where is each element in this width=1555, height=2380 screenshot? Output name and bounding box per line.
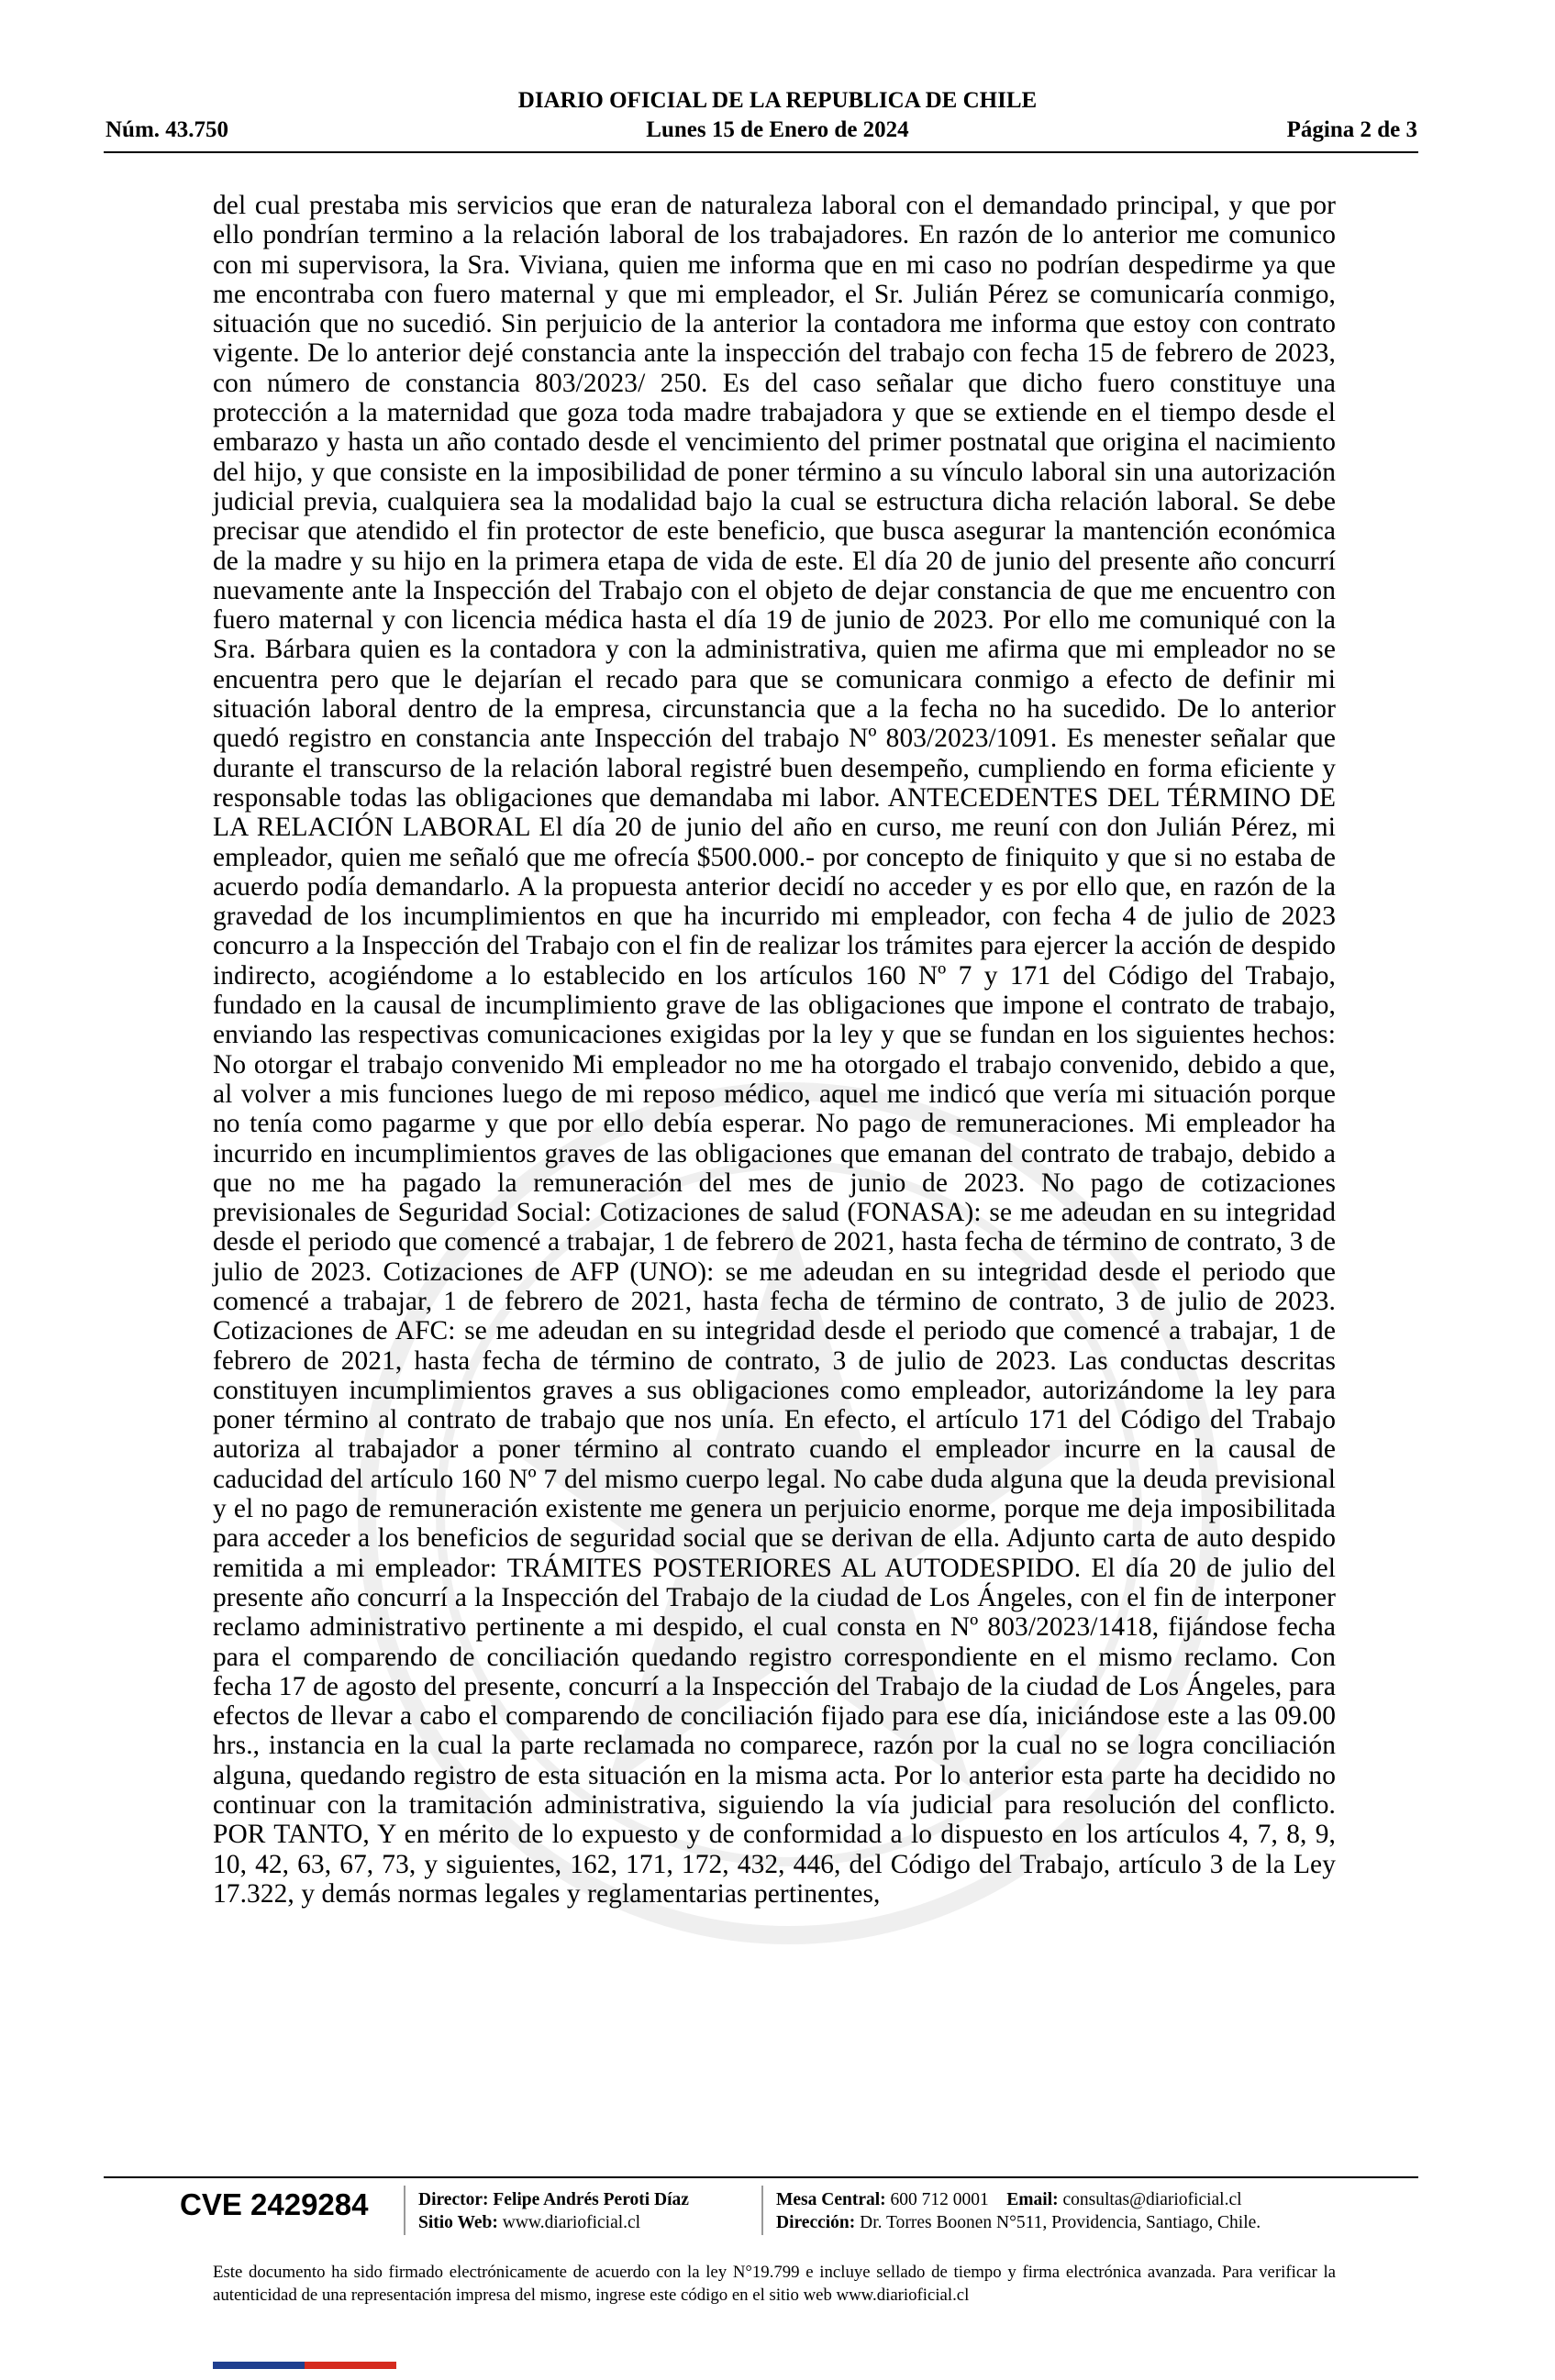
footer-divider bbox=[104, 2176, 1418, 2178]
issue-number: Núm. 43.750 bbox=[106, 117, 229, 142]
flag-red-segment bbox=[305, 2362, 396, 2369]
website-link[interactable]: www.diarioficial.cl bbox=[502, 2213, 641, 2232]
director-name: Felipe Andrés Peroti Díaz bbox=[493, 2190, 689, 2209]
newspaper-title: DIARIO OFICIAL DE LA REPUBLICA DE CHILE bbox=[517, 88, 1038, 113]
header-divider bbox=[104, 151, 1418, 153]
footer-contact-block bbox=[776, 2188, 1261, 2234]
director-label: Director: bbox=[418, 2190, 489, 2209]
issue-date: Lunes 15 de Enero de 2024 bbox=[646, 117, 909, 142]
email-label: Email: bbox=[1006, 2190, 1059, 2209]
email-link[interactable]: consultas@diarioficial.cl bbox=[1062, 2190, 1242, 2209]
website-label: Sitio Web: bbox=[418, 2213, 498, 2232]
footer-separator bbox=[404, 2186, 405, 2235]
footer-director-block bbox=[418, 2188, 689, 2234]
address-label: Dirección: bbox=[776, 2213, 856, 2232]
footer-separator bbox=[761, 2186, 763, 2235]
signature-notice: Este documento ha sido firmado electrónicamente de acuerdo con la ley N°19.799 e incluye sellado de tiempo y firma electrónica avanzada. Para verificar la autenticidad de una representación impresa del mismo, ingrese este código en el sitio web www.diarioficial.cl bbox=[213, 2263, 1336, 2305]
address-value: Dr. Torres Boonen N°511, Providencia, Santiago, Chile. bbox=[860, 2213, 1261, 2232]
phone-label: Mesa Central: bbox=[776, 2190, 886, 2209]
article-body: del cual prestaba mis servicios que eran de naturaleza laboral con el demandado principal, y que por ello pondrían termino a la relación laboral de los trabajadores. En razón de lo anterior me comunico con mi supervisora, la Sra. Viviana, quien me informa que en mi caso no podrían despedirme ya que me encontraba con fuero maternal y que mi empleador, el Sr. Julián Pérez se comunicaría conmigo, situación que no sucedió. Sin perjuicio de la anterior la contadora me informa que estoy con contrato vigente. De lo anterior dejé constancia ante la inspección del trabajo con fecha 15 de febrero de 2023, con número de constancia 803/2023/ 250. Es del caso señalar que dicho fuero constituye una protección a la maternidad que goza toda madre trabajadora y que se extiende en el tiempo desde el embarazo y hasta un año contado desde el vencimiento del primer postnatal que origina el nacimiento del hijo, y que consiste en la imposibilidad de poner término a su vínculo laboral sin una autorización judicial previa, cualquiera sea la modalidad bajo la cual se estructura dicha relación laboral. Se debe precisar que atendido el fin protector de este beneficio, que busca asegurar la mantención económica de la madre y su hijo en la primera etapa de vida de este. El día 20 de junio del presente año concurrí nuevamente ante la Inspección del Trabajo con el objeto de dejar constancia de que me encuentro con fuero maternal y con licencia médica hasta el día 19 de junio de 2023. Por ello me comuniqué con la Sra. Bárbara quien es la contadora y con la administrativa, quien me afirma que mi empleador no se encuentra pero que le dejarían el recado para que se comunicara conmigo a efecto de definir mi situación laboral dentro de la empresa, circunstancia que a la fecha no ha sucedido. De lo anterior quedó registro en constancia ante Inspección del trabajo Nº 803/2023/1091. Es menester señalar que durante el transcurso de la relación laboral registré buen desempeño, cumpliendo en forma eficiente y responsable todas las obligaciones que demandaba mi labor. ANTECEDENTES DEL TÉRMINO DE LA RELACIÓN LABORAL El día 20 de junio del año en curso, me reuní con don Julián Pérez, mi empleador, quien me señaló que me ofrecía $500.000.- por concepto de finiquito y que si no estaba de acuerdo podía demandarlo. A la propuesta anterior decidí no acceder y es por ello que, en razón de la gravedad de los incumplimientos en que ha incurrido mi empleador, con fecha 4 de julio de 2023 concurro a la Inspección del Trabajo con el fin de realizar los trámites para ejercer la acción de despido indirecto, acogiéndome a lo establecido en los artículos 160 Nº 7 y 171 del Código del Trabajo, fundado en la causal de incumplimiento grave de las obligaciones que impone el contrato de trabajo, enviando las respectivas comunicaciones exigidas por la ley y que se fundan en los siguientes hechos: No otorgar el trabajo convenido Mi empleador no me ha otorgado el trabajo convenido, debido a que, al volver a mis funciones luego de mi reposo médico, aquel me indicó que vería mi situación porque no tenía como pagarme y que por ello debía esperar. No pago de remuneraciones. Mi empleador ha incurrido en incumplimientos graves de las obligaciones que emanan del contrato de trabajo, debido a que no me ha pagado la remuneración del mes de junio de 2023. No pago de cotizaciones previsionales de Seguridad Social: Cotizaciones de salud (FONASA): se me adeudan en su integridad desde el periodo que comencé a trabajar, 1 de febrero de 2021, hasta fecha de término de contrato, 3 de julio de 2023. Cotizaciones de AFP (UNO): se me adeudan en su integridad desde el periodo que comencé a trabajar, 1 de febrero de 2021, hasta fecha de término de contrato, 3 de julio de 2023. Cotizaciones de AFC: se me adeudan en su integridad desde el periodo que comencé a trabajar, 1 de febrero de 2021, hasta fecha de término de contrato, 3 de julio de 2023. Las conductas descritas constituyen incumplimientos graves a sus obligaciones como empleador, autorizándome la ley para poner término al contrato de trabajo que nos unía. En efecto, el artículo 171 del Código del Trabajo autoriza al trabajador a poner término al contrato cuando el empleador incurre en la causal de caducidad del artículo 160 Nº 7 del mismo cuerpo legal. No cabe duda alguna que la deuda previsional y el no pago de remuneración existente me genera un perjuicio enorme, porque me deja imposibilitada para acceder a los beneficios de seguridad social que se derivan de ella. Adjunto carta de auto despido remitida a mi empleador: TRÁMITES POSTERIORES AL AUTODESPIDO. El día 20 de julio del presente año concurrí a la Inspección del Trabajo de la ciudad de Los Ángeles, con el fin de interponer reclamo administrativo pertinente a mi despido, el cual consta en Nº 803/2023/1418, fijándose fecha para el comparendo de conciliación quedando registro correspondiente en el mismo reclamo. Con fecha 17 de agosto del presente, concurrí a la Inspección del Trabajo de la ciudad de Los Ángeles, para efectos de llevar a cabo el comparendo de conciliación fijado para ese día, iniciándose este a las 09.00 hrs., instancia en la cual la parte reclamada no comparece, razón por la cual no se logra conciliación alguna, quedando registro de esta situación en la misma acta. Por lo anterior esta parte ha decidido no continuar con la tramitación administrativa, siguiendo la vía judicial para resolución del conflicto. POR TANTO, Y en mérito de lo expuesto y de conformidad a lo dispuesto en los artículos 4, 7, 8, 9, 10, 42, 63, 67, 73, y siguientes, 162, 171, 172, 432, 446, del Código del Trabajo, artículo 3 de la Ley 17.322, y demás normas legales y reglamentarias pertinentes, bbox=[213, 191, 1336, 1909]
cve-code: CVE 2429284 bbox=[180, 2187, 369, 2221]
flag-blue-segment bbox=[213, 2362, 305, 2369]
page-number: Página 2 de 3 bbox=[1286, 117, 1417, 142]
phone-number: 600 712 0001 bbox=[890, 2190, 989, 2209]
flag-stripe bbox=[213, 2362, 396, 2369]
